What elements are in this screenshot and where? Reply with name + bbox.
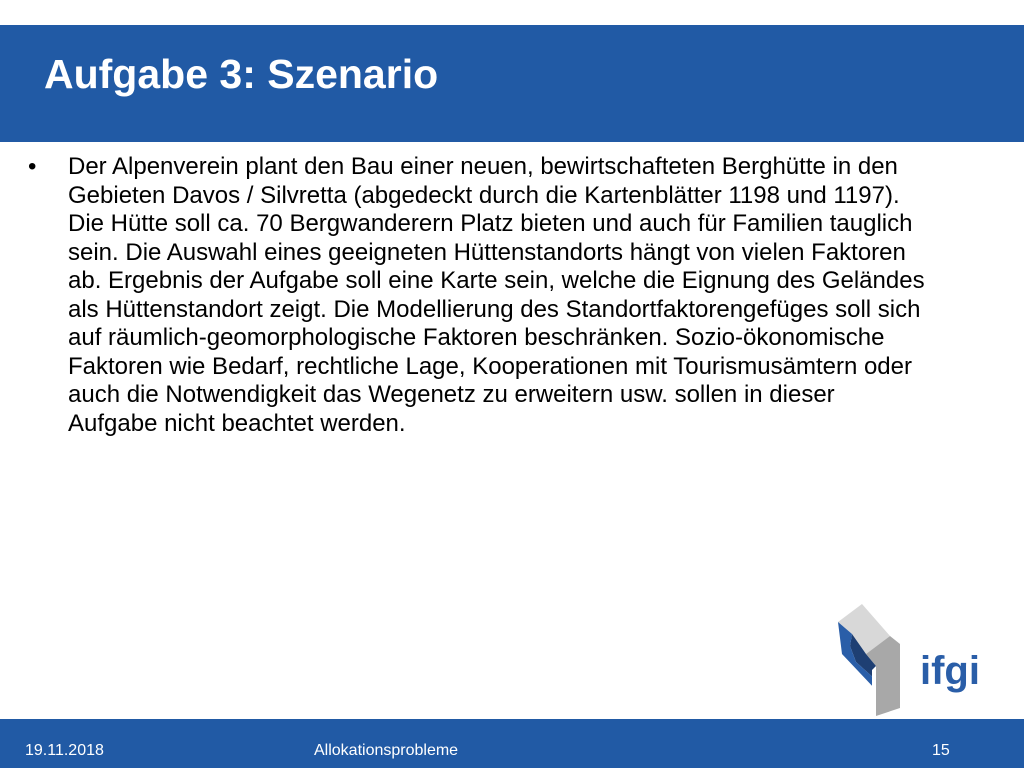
bullet-text: Der Alpenverein plant den Bau einer neuen, bewirtschafteten Berghütte in den Gebieten Davos / Silvretta (abgedeckt durch die Kartenblätter 1198 und 1197). Die Hütte soll ca. 70 Bergwanderern Platz bieten und auch für Familien tauglich sein. Die Auswahl eines geeigneten Hüttenstandorts hängt von vielen Faktoren ab. Ergebnis der Aufgabe soll eine Karte sein, welche die Eignung des Geländes als Hüttenstandort zeigt. Die Modellierung des Standortfaktorengefüges soll sich auf räumlich-geomorphologische Faktoren beschränken. Sozio-ökonomische Faktoren wie Bedarf, rechtliche Lage, Kooperationen mit Tourismusämtern oder auch die Notwendigkeit das Wegenetz zu erweitern usw. sollen in dieser Aufgabe nicht beachtet werden. (68, 153, 925, 437)
footer-topic: Allokationsprobleme (314, 742, 459, 759)
footer-page-number: 15 (932, 742, 950, 759)
ifgi-logo (836, 604, 986, 716)
slide-title: Aufgabe 3: Szenario (44, 51, 439, 97)
footer-date: 19.11.2018 (25, 742, 104, 759)
logo-wordmark: ifgi (920, 649, 980, 693)
ifgi-logo-graphic (836, 604, 986, 716)
footer-bar (0, 719, 1024, 768)
bullet-item (28, 153, 948, 438)
bullet-marker: • (28, 153, 37, 180)
slide-content (28, 153, 948, 438)
logo-cube-cut (872, 666, 876, 716)
